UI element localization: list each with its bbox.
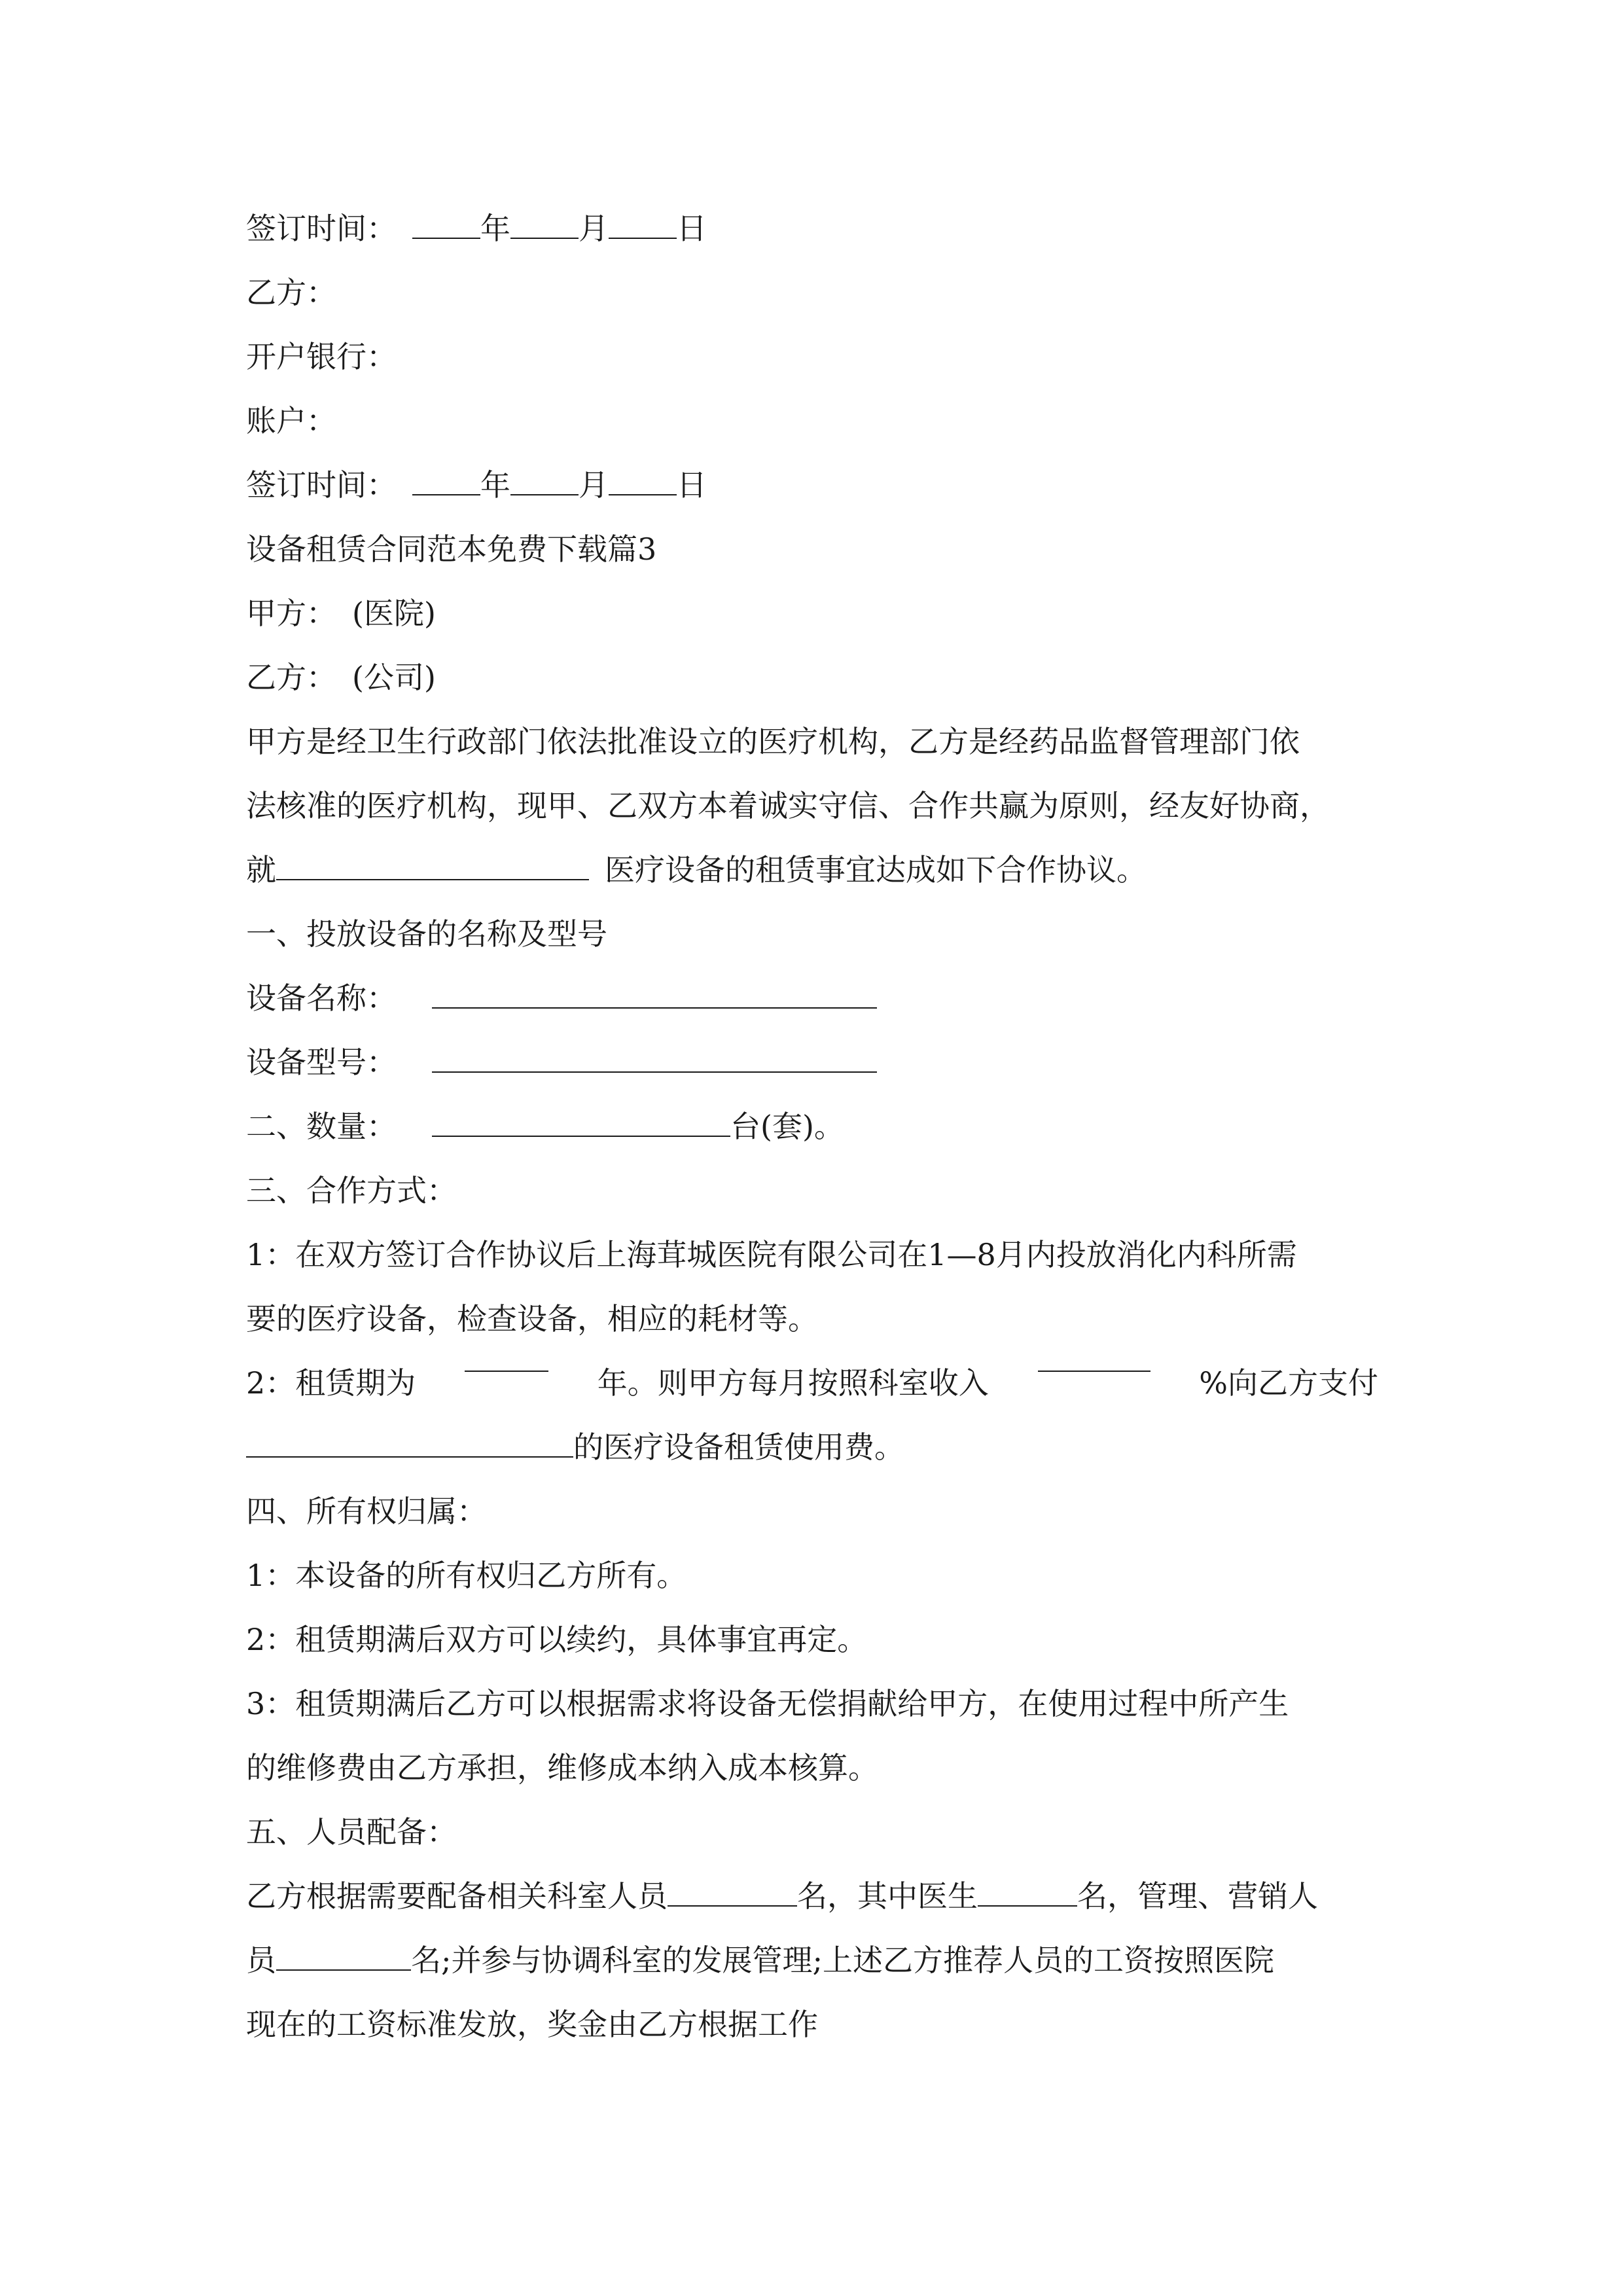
preamble-line-1: 甲方是经卫生行政部门依法批准设立的医疗机构，乙方是经药品监督管理部门依 — [246, 724, 1300, 759]
party-a-label: 甲方： — [246, 596, 336, 631]
lease-term-blank — [465, 1351, 548, 1372]
preamble-suffix: 医疗设备的租赁事宜达成如下合作协议。 — [605, 852, 1147, 888]
staffing-line-3: 现在的工资标准发放，奖金由乙方根据工作 — [246, 2007, 818, 2042]
clause-1-heading: 一、投放设备的名称及型号 — [246, 916, 607, 952]
management-text: 名，管理、营销人 — [1077, 1878, 1318, 1914]
party-b-label: 乙方： — [246, 660, 336, 695]
staffing-line-2-text: 名;并参与协调科室的发展管理;上述乙方推荐人员的工资按照医院 — [411, 1943, 1274, 1978]
month-blank — [510, 218, 579, 239]
year-label: 年 — [480, 467, 510, 503]
staffing-line-2-prefix: 员 — [246, 1943, 276, 1978]
clause-3-item-2-line-2 — [246, 1415, 1378, 1479]
equipment-name-label: 设备名称： — [246, 980, 397, 1016]
document-body — [246, 196, 1378, 2056]
preamble-prefix: 就 — [246, 852, 276, 888]
lease-term-prefix: 2：租赁期为 — [246, 1365, 416, 1401]
clause-4-heading: 四、所有权归属： — [246, 1494, 487, 1529]
day-blank — [609, 218, 677, 239]
fee-text: 的医疗设备租赁使用费。 — [573, 1429, 904, 1465]
staffing-line-2 — [246, 1928, 1378, 1992]
party-b-line: 乙方： — [246, 275, 336, 310]
party-b-type: (公司) — [352, 660, 436, 695]
staffing-prefix: 乙方根据需要配备相关科室人员 — [246, 1878, 668, 1914]
percent-blank — [1038, 1351, 1150, 1372]
quantity-blank — [432, 1116, 730, 1137]
quantity-unit: 台(套)。 — [730, 1109, 844, 1144]
quantity-line — [246, 1094, 1378, 1158]
bank-line: 开户银行： — [246, 339, 397, 374]
month-label: 月 — [579, 211, 609, 246]
clause-3-item-2-line-1 — [246, 1351, 1378, 1415]
day-label: 日 — [677, 211, 707, 246]
doctor-text: 名，其中医生 — [797, 1878, 978, 1914]
clause-4-item-1: 1：本设备的所有权归乙方所有。 — [246, 1558, 687, 1593]
clause-3-item-1-line-1: 1：在双方签订合作协议后上海茸城医院有限公司在1—8月内投放消化内科所需 — [246, 1237, 1297, 1272]
percent-text: %向乙方支付 — [1199, 1365, 1378, 1401]
fee-blank — [246, 1437, 573, 1458]
section-title: 设备租赁合同范本免费下载篇3 — [246, 531, 657, 567]
equipment-model-label: 设备型号： — [246, 1045, 397, 1080]
day-blank — [609, 475, 677, 495]
staff-count-blank — [668, 1886, 797, 1907]
signing-date-line-2 — [246, 453, 1378, 517]
equipment-name-line — [246, 966, 1378, 1030]
year-label: 年 — [480, 211, 510, 246]
clause-4-item-3-line-2: 的维修费由乙方承担，维修成本纳入成本核算。 — [246, 1750, 878, 1785]
month-label: 月 — [579, 467, 609, 503]
equipment-model-line — [246, 1030, 1378, 1094]
account-line: 账户： — [246, 403, 336, 439]
month-blank — [510, 475, 579, 495]
quantity-label: 二、数量： — [246, 1109, 397, 1144]
year-blank — [412, 475, 480, 495]
preamble-line-3 — [246, 838, 1378, 902]
day-label: 日 — [677, 467, 707, 503]
signing-date-label: 签订时间： — [246, 211, 397, 246]
clause-3-heading: 三、合作方式： — [246, 1173, 457, 1208]
signing-date-label: 签订时间： — [246, 467, 397, 503]
equipment-blank — [276, 859, 589, 880]
lease-term-text: 年。则甲方每月按照科室收入 — [597, 1365, 989, 1401]
management-count-blank — [276, 1950, 411, 1971]
equipment-model-blank — [432, 1052, 877, 1073]
doctor-count-blank — [978, 1886, 1077, 1907]
staffing-line-1 — [246, 1864, 1378, 1928]
clause-4-item-3-line-1: 3：租赁期满后乙方可以根据需求将设备无偿捐献给甲方，在使用过程中所产生 — [246, 1686, 1289, 1721]
equipment-name-blank — [432, 988, 877, 1009]
party-a-line — [246, 581, 1378, 645]
preamble-line-2: 法核准的医疗机构，现甲、乙双方本着诚实守信、合作共赢为原则，经友好协商， — [246, 788, 1330, 823]
party-a-type: (医院) — [352, 596, 436, 631]
clause-4-item-2: 2：租赁期满后双方可以续约，具体事宜再定。 — [246, 1622, 868, 1657]
party-b-type-line — [246, 645, 1378, 709]
clause-3-item-1-line-2: 要的医疗设备，检查设备，相应的耗材等。 — [246, 1301, 818, 1336]
clause-5-heading: 五、人员配备： — [246, 1814, 457, 1850]
signing-date-line — [246, 196, 1378, 260]
year-blank — [412, 218, 480, 239]
